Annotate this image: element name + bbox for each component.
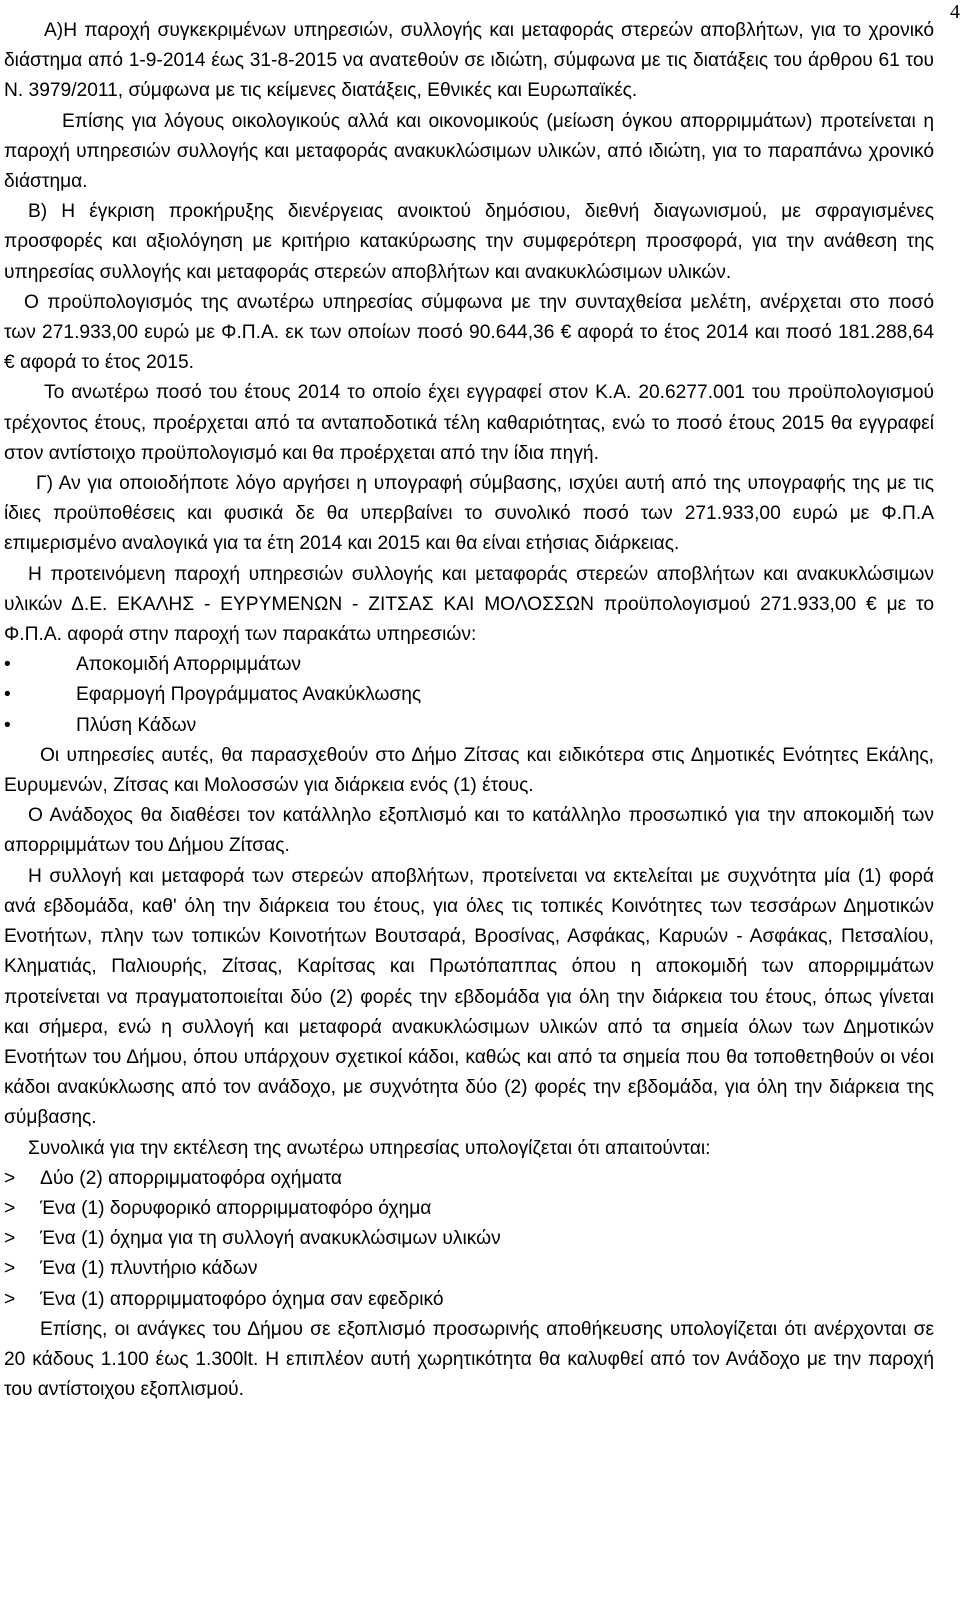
paragraph-proposed-services: Η προτεινόμενη παροχή υπηρεσιών συλλογής και μεταφοράς στερεών αποβλήτων και ανακυκλώσιμων υλικών Δ.Ε. ΕΚΑΛΗΣ - ΕΥΡΥΜΕΝΩΝ - ΖΙΤΣΑΣ ΚΑΙ ΜΟΛΟΣΣΩΝ προϋπολογισμού 271.933,00 € με το Φ.Π.Α. αφορά στην παροχή των παρακάτω υπηρεσιών: — [4, 563, 934, 646]
list-item: > Ένα (1) δορυφορικό απορριμματοφόρο όχημα — [4, 1194, 934, 1224]
document-body — [4, 16, 934, 1405]
services-list — [4, 650, 934, 741]
list-item: > Ένα (1) πλυντήριο κάδων — [4, 1254, 934, 1284]
paragraph-collection-frequency: Η συλλογή και μεταφορά των στερεών αποβλήτων, προτείνεται να εκτελείται με συχνότητα μία (1) φορά ανά εβδομάδα, καθ' όλη την διάρκεια του έτους, για όλες τις τοπικές Κοινότητες των τεσσάρων Δημοτικών Ενοτήτων, πλην των τοπικών Κοινοτήτων Βουτσαρά, Βροσίνας, Ασφάκας, Καρυών - Ασφάκας, Πετσαλίου, Κληματιάς, Παλιουρής, Ζίτσας, Καρίτσας και Πρωτόπαππας όπου η αποκομιδή των απορριμμάτων προτείνεται να πραγματοποιείται δύο (2) φορές την εβδομάδα για όλη την διάρκεια του έτους, όπως γίνεται και σήμερα, ενώ η συλλογή και μεταφορά ανακυκλώσιμων υλικών από τα σημεία όλων των Δημοτικών Ενοτήτων του Δήμου, όπου υπάρχουν σχετικοί κάδοι, καθώς και από τα σημεία που θα τοποθετηθούν οι νέοι κάδοι ανακύκλωσης από τον ανάδοχο, με συχνότητα δύο (2) φορές την εβδομάδα, για όλη την διάρκεια της σύμβασης. — [4, 865, 934, 1129]
list-item: > Ένα (1) όχημα για τη συλλογή ανακυκλώσιμων υλικών — [4, 1224, 934, 1254]
list-item: • Αποκομιδή Απορριμμάτων — [4, 650, 934, 680]
paragraph-section-a: Α)Η παροχή συγκεκριμένων υπηρεσιών, συλλογής και μεταφοράς στερεών αποβλήτων, για το χρονικό διάστημα από 1-9-2014 έως 31-8-2015 να ανατεθούν σε ιδιώτη, σύμφωνα με τις διατάξεις του άρθρου 61 του Ν. 3979/2011, σύμφωνα με τις κείμενες διατάξεις, Εθνικές και Ευρωπαϊκές. — [4, 20, 934, 102]
list-item: • Εφαρμογή Προγράμματος Ανακύκλωσης — [4, 680, 934, 710]
list-item: > Ένα (1) απορριμματοφόρο όχημα σαν εφεδρικό — [4, 1285, 934, 1315]
paragraph-budget: Ο προϋπολογισμός της ανωτέρω υπηρεσίας σύμφωνα με την συνταχθείσα μελέτη, ανέρχεται στο ποσό των 271.933,00 ευρώ με Φ.Π.Α. εκ των οποίων ποσό 90.644,36 € αφορά το έτος 2014 και ποσό 181.288,64 € αφορά το έτος 2015. — [4, 291, 934, 374]
bullet-icon: • — [4, 654, 11, 676]
paragraph-requirements-intro: Συνολικά για την εκτέλεση της ανωτέρω υπηρεσίας υπολογίζεται ότι απαιτούνται: — [28, 1137, 711, 1159]
paragraph-storage-needs: Επίσης, οι ανάγκες του Δήμου σε εξοπλισμό προσωρινής αποθήκευσης υπολογίζεται ότι ανέρχονται σε 20 κάδους 1.100 έως 1.300lt. Η επιπλέον αυτή χωρητικότητα θα καλυφθεί από τον Ανάδοχο με την παροχή του αντίστοιχου εξοπλισμού. — [4, 1318, 934, 1401]
paragraph-service-area: Οι υπηρεσίες αυτές, θα παρασχεθούν στο Δήμο Ζίτσας και ειδικότερα στις Δημοτικές Ενότητες Εκάλης, Ευρυμενών, Ζίτσας και Μολοσσών για διάρκεια ενός (1) έτους. — [4, 744, 934, 797]
page-number: 4 — [950, 1, 960, 23]
arrow-marker-icon: > — [4, 1258, 16, 1280]
bullet-icon: • — [4, 684, 11, 706]
paragraph-recycling-proposal: Επίσης για λόγους οικολογικούς αλλά και οικονομικούς (μείωση όγκου απορριμμάτων) προτείνεται η παροχή υπηρεσιών συλλογής και μεταφοράς ανακυκλώσιμων υλικών, από ιδιώτη, για το παραπάνω χρονικό διάστημα. — [4, 110, 934, 193]
paragraph-section-c: Γ) Αν για οποιοδήποτε λόγο αργήσει η υπογραφή σύμβασης, ισχύει αυτή από της υπογραφής της με τις ίδιες προϋποθέσεις και φυσικά δε θα υπερβαίνει το συνολικό ποσό των 271.933,00 ευρώ με Φ.Π.Α επιμερισμένο αναλογικά για τα έτη 2014 και 2015 και θα είναι ετήσιας διάρκειας. — [4, 473, 934, 555]
arrow-marker-icon: > — [4, 1288, 16, 1310]
paragraph-contractor-equipment: Ο Ανάδοχος θα διαθέσει τον κατάλληλο εξοπλισμό και το κατάλληλο προσωπικό για την αποκομιδή των απορριμμάτων του Δήμου Ζίτσας. — [4, 805, 934, 857]
arrow-marker-icon: > — [4, 1228, 16, 1250]
paragraph-section-b: Β) Η έγκριση προκήρυξης διενέργειας ανοικτού δημόσιου, διεθνή διαγωνισμού, με σφραγισμένες προσφορές και αξιολόγηση με κριτήριο κατακύρωσης την συμφερότερη προσφορά, για την ανάθεση της υπηρεσίας συλλογής και μεταφοράς στερεών αποβλήτων και ανακυκλώσιμων υλικών. — [4, 201, 934, 283]
list-item: > Δύο (2) απορριμματοφόρα οχήματα — [4, 1164, 934, 1194]
vehicles-list — [4, 1164, 934, 1315]
list-item: • Πλύση Κάδων — [4, 711, 934, 741]
paragraph-budget-source: Το ανωτέρω ποσό του έτους 2014 το οποίο έχει εγγραφεί στον Κ.Α. 20.6277.001 του προϋπολογισμού τρέχοντος έτους, προέρχεται από τα ανταποδοτικά τέλη καθαριότητας, ενώ το ποσό έτους 2015 θα εγγραφεί στον αντίστοιχο προϋπολογισμό και θα προέρχεται από την ίδια πηγή. — [4, 382, 934, 464]
arrow-marker-icon: > — [4, 1197, 16, 1219]
bullet-icon: • — [4, 714, 11, 736]
arrow-marker-icon: > — [4, 1167, 16, 1189]
